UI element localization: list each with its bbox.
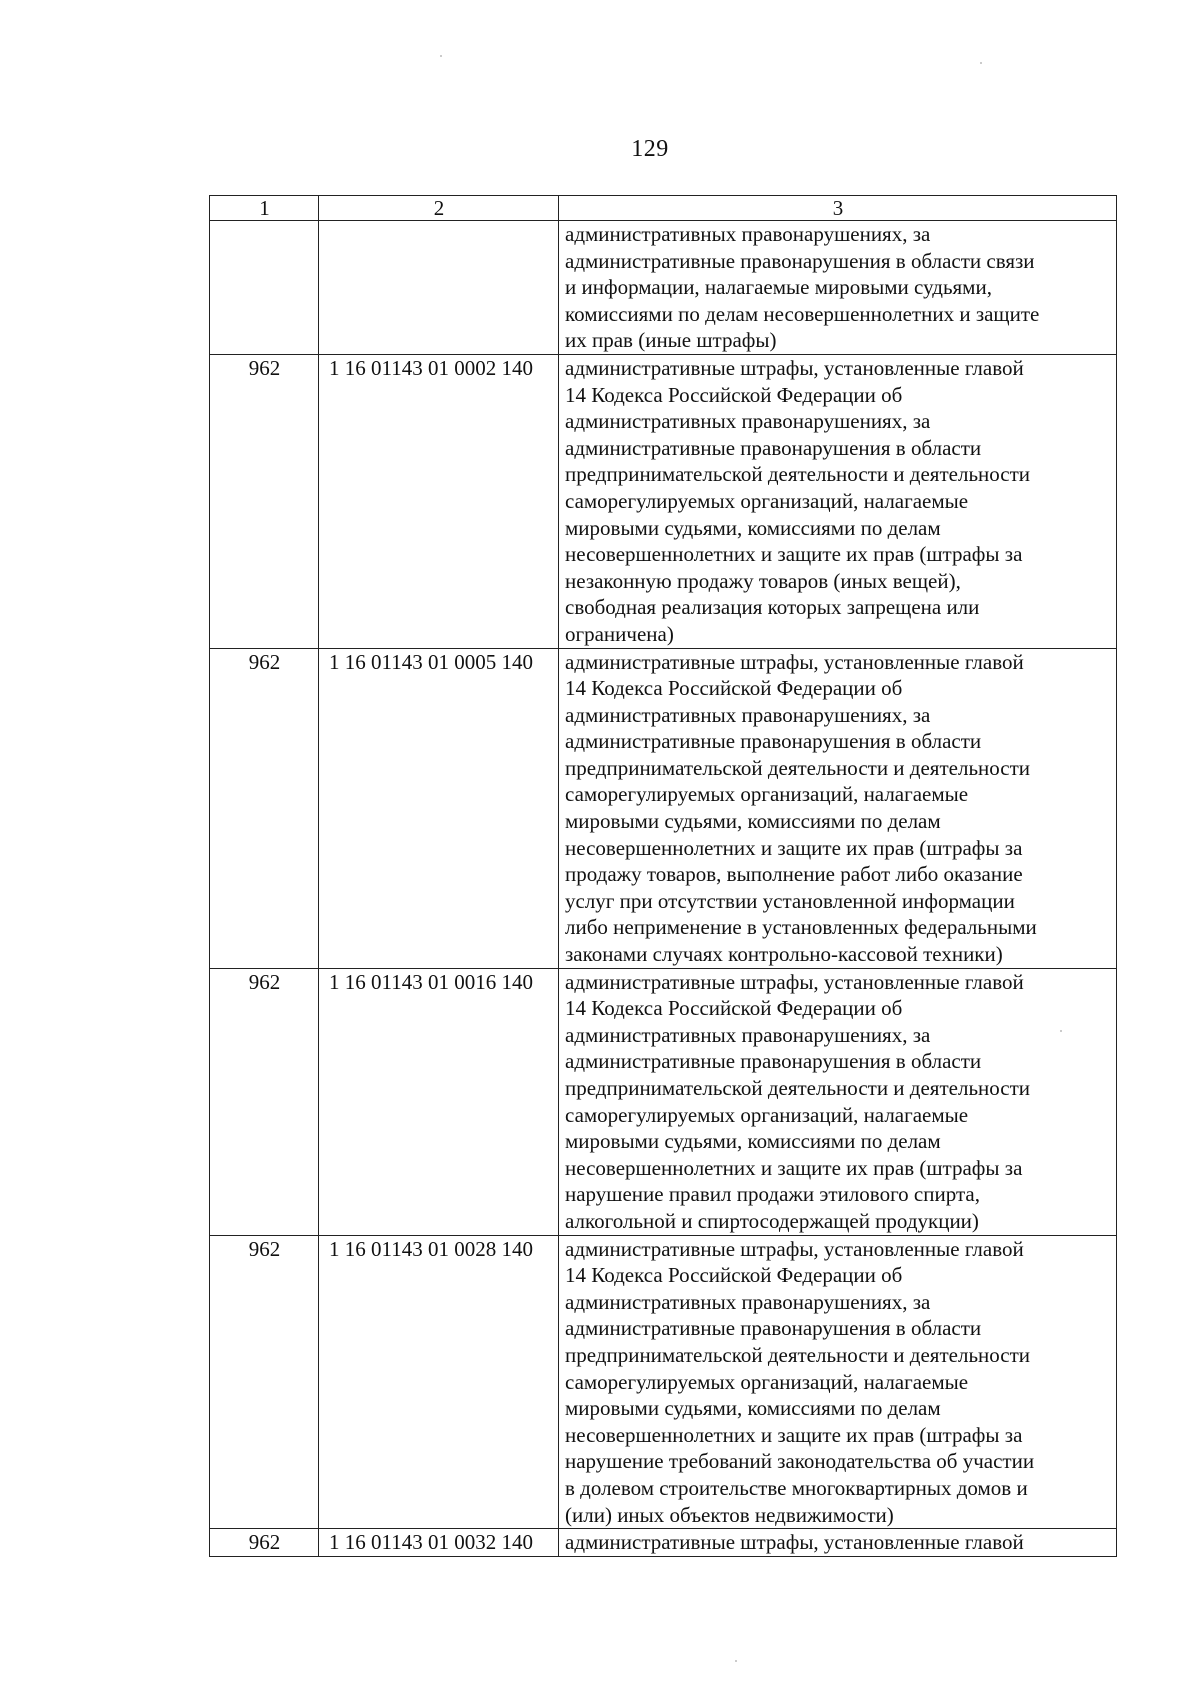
kbk-code-cell: 1 16 01143 01 0005 140 bbox=[319, 648, 559, 968]
description-cell: административных правонарушениях, за административные правонарушения в области связи и информации, налагаемые мировыми судьями, комиссиями по делам несовершеннолетних и защите их прав (иные штрафы) bbox=[559, 221, 1117, 355]
column-header-3: 3 bbox=[559, 196, 1117, 221]
scan-speck bbox=[440, 55, 442, 57]
document-table bbox=[209, 195, 1117, 1557]
table-row bbox=[210, 221, 1117, 355]
admin-code-cell: 962 bbox=[210, 1529, 319, 1557]
admin-code-cell: 962 bbox=[210, 648, 319, 968]
table-row bbox=[210, 1529, 1117, 1557]
description-cell: административные штрафы, установленные главой 14 Кодекса Российской Федерации об административных правонарушениях, за административные правонарушения в области предпринимательской деятельности и деятельности саморегулируемых организаций, налагаемые мировыми судьями, комиссиями по делам несовершеннолетних и защите их прав (штрафы за нарушение требований законодательства об участии в долевом строительстве многоквартирных домов и (или) иных объектов недвижимости) bbox=[559, 1235, 1117, 1529]
table-row bbox=[210, 648, 1117, 968]
table-row bbox=[210, 354, 1117, 648]
description-cell: административные штрафы, установленные главой 14 Кодекса Российской Федерации об административных правонарушениях, за административные правонарушения в области предпринимательской деятельности и деятельности саморегулируемых организаций, налагаемые мировыми судьями, комиссиями по делам несовершеннолетних и защите их прав (штрафы за незаконную продажу товаров (иных вещей), свободная реализация которых запрещена или ограничена) bbox=[559, 354, 1117, 648]
kbk-code-cell bbox=[319, 221, 559, 355]
admin-code-cell: 962 bbox=[210, 354, 319, 648]
description-cell: административные штрафы, установленные главой 14 Кодекса Российской Федерации об административных правонарушениях, за административные правонарушения в области предпринимательской деятельности и деятельности саморегулируемых организаций, налагаемые мировыми судьями, комиссиями по делам несовершеннолетних и защите их прав (штрафы за нарушение правил продажи этилового спирта, алкогольной и спиртосодержащей продукции) bbox=[559, 968, 1117, 1235]
column-header-2: 2 bbox=[319, 196, 559, 221]
table-row bbox=[210, 968, 1117, 1235]
admin-code-cell: 962 bbox=[210, 968, 319, 1235]
admin-code-cell bbox=[210, 221, 319, 355]
description-cell: административные штрафы, установленные главой bbox=[559, 1529, 1117, 1557]
scan-speck bbox=[980, 62, 982, 64]
kbk-code-cell: 1 16 01143 01 0002 140 bbox=[319, 354, 559, 648]
page-number: 129 bbox=[631, 136, 669, 162]
table-row bbox=[210, 1235, 1117, 1529]
table-header-row bbox=[210, 196, 1117, 221]
scan-speck bbox=[1060, 1030, 1062, 1032]
description-cell: административные штрафы, установленные главой 14 Кодекса Российской Федерации об административных правонарушениях, за административные правонарушения в области предпринимательской деятельности и деятельности саморегулируемых организаций, налагаемые мировыми судьями, комиссиями по делам несовершеннолетних и защите их прав (штрафы за продажу товаров, выполнение работ либо оказание услуг при отсутствии установленной информации либо неприменение в установленных федеральными законами случаях контрольно-кассовой техники) bbox=[559, 648, 1117, 968]
kbk-code-cell: 1 16 01143 01 0032 140 bbox=[319, 1529, 559, 1557]
scan-speck bbox=[735, 1660, 737, 1662]
admin-code-cell: 962 bbox=[210, 1235, 319, 1529]
kbk-code-cell: 1 16 01143 01 0016 140 bbox=[319, 968, 559, 1235]
kbk-code-cell: 1 16 01143 01 0028 140 bbox=[319, 1235, 559, 1529]
column-header-1: 1 bbox=[210, 196, 319, 221]
